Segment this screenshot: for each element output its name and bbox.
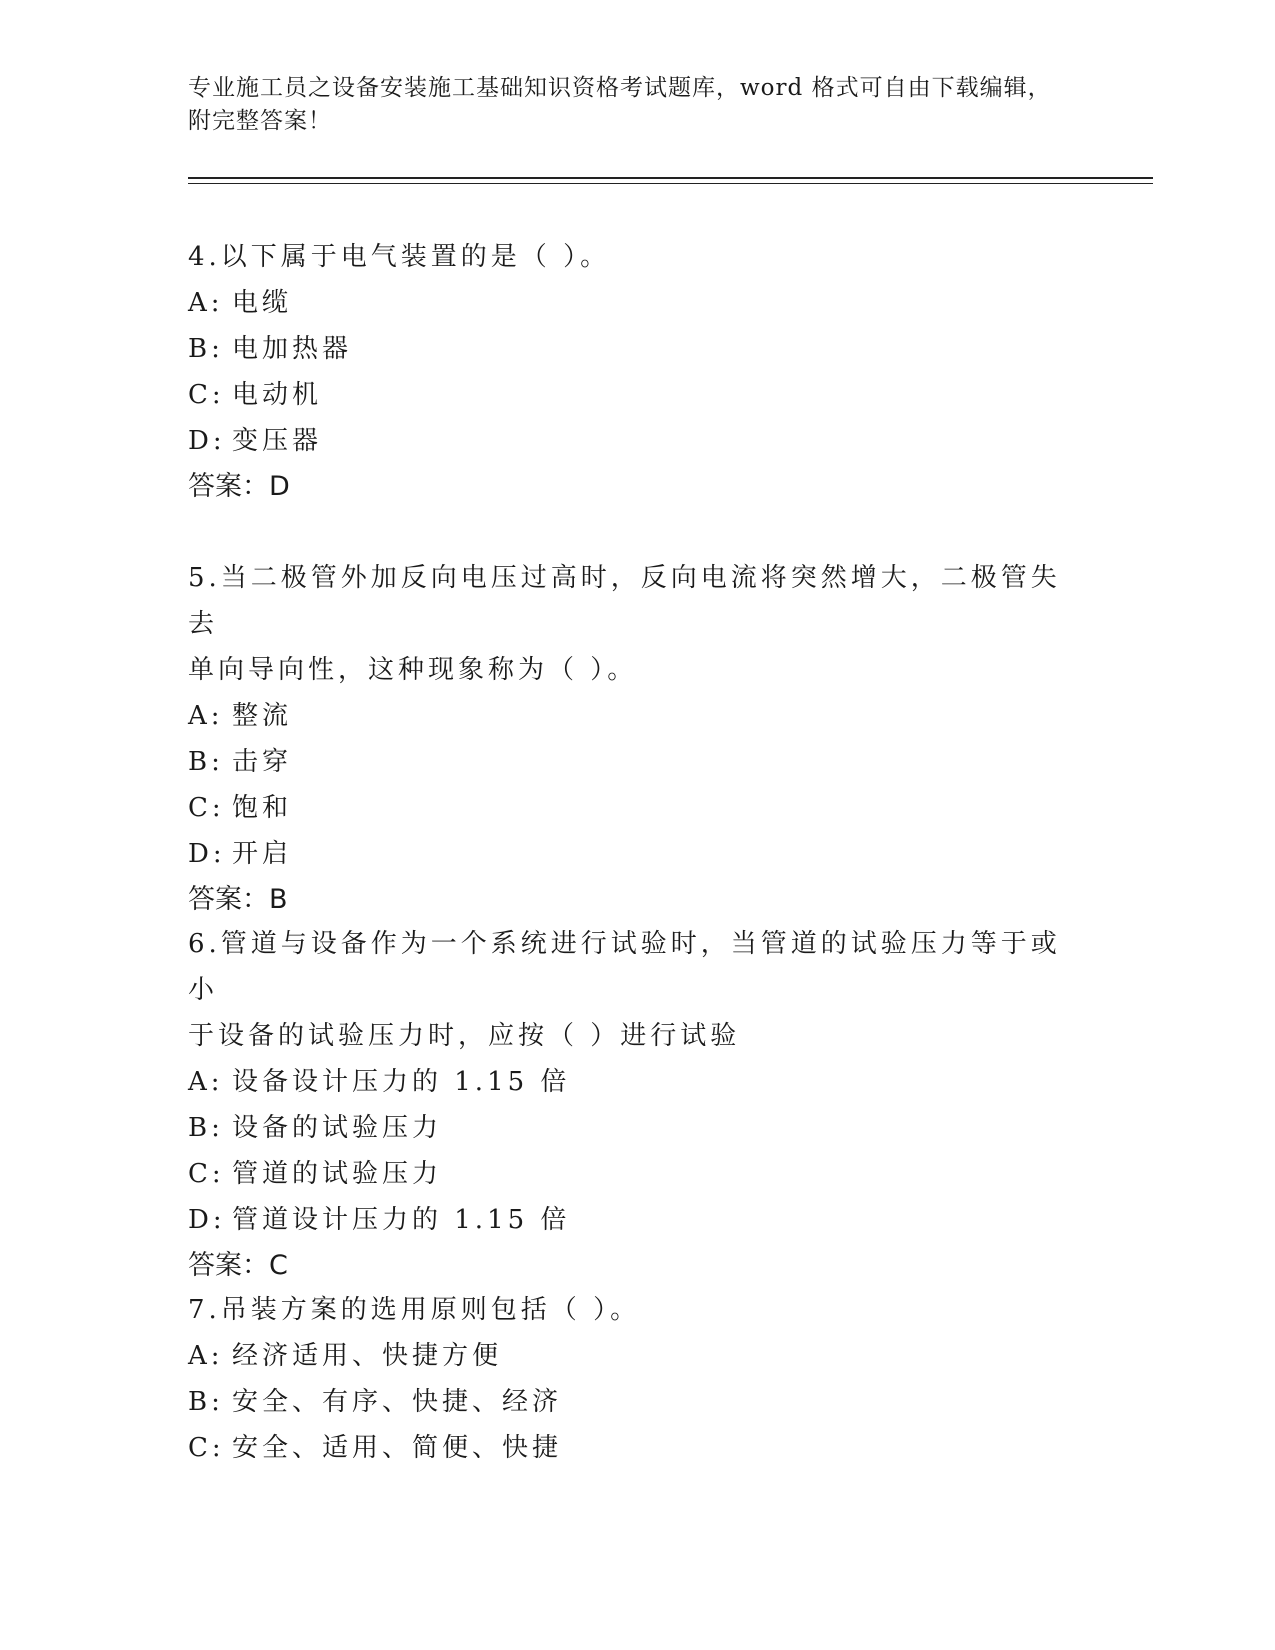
answer-line: 答案：C — [188, 1250, 288, 1281]
option-letter: B: — [188, 1387, 224, 1417]
option-letter: A: — [188, 1067, 224, 1097]
question-stem-continued: 于设备的试验压力时，应按（ ）进行试验 — [188, 1021, 741, 1051]
option-c — [188, 1425, 1068, 1471]
option-letter: A: — [188, 1341, 224, 1371]
option-a — [188, 693, 1068, 739]
question-stem: 4.以下属于电气装置的是（ ）。 — [188, 242, 611, 272]
answer-line: 答案：B — [188, 884, 288, 915]
option-text: 设备的试验压力 — [232, 1113, 443, 1143]
option-letter: C: — [188, 380, 225, 410]
option-letter: B: — [188, 1113, 224, 1143]
question-4 — [188, 234, 1068, 510]
option-text: 安全、有序、快捷、经济 — [232, 1387, 563, 1417]
option-text: 变压器 — [232, 426, 323, 456]
question-7 — [188, 1287, 1068, 1471]
question-stem: 7.吊装方案的选用原则包括（ ）。 — [188, 1295, 641, 1325]
option-text: 经济适用、快捷方便 — [232, 1341, 503, 1371]
option-a — [188, 280, 1068, 326]
option-letter: C: — [188, 793, 225, 823]
option-d — [188, 418, 1068, 464]
option-text: 饱和 — [232, 793, 293, 823]
option-d — [188, 831, 1068, 877]
option-b — [188, 1379, 1068, 1425]
question-stem: 5.当二极管外加反向电压过高时，反向电流将突然增大，二极管失去 — [188, 563, 1061, 639]
option-letter: B: — [188, 334, 224, 364]
option-text: 管道设计压力的 1.15 倍 — [232, 1205, 571, 1235]
option-c — [188, 372, 1068, 418]
option-c — [188, 785, 1068, 831]
option-text: 击穿 — [232, 747, 293, 777]
option-letter: D: — [188, 426, 226, 456]
answer-line: 答案：D — [188, 471, 290, 502]
option-letter: A: — [188, 288, 224, 318]
option-text: 开启 — [232, 839, 293, 869]
option-letter: B: — [188, 747, 224, 777]
question-stem: 6.管道与设备作为一个系统进行试验时，当管道的试验压力等于或小 — [188, 929, 1061, 1005]
option-letter: C: — [188, 1433, 225, 1463]
header-line-1: 专业施工员之设备安装施工基础知识资格考试题库，word 格式可自由下载编辑， — [188, 75, 1052, 101]
option-d — [188, 1197, 1068, 1243]
option-letter: D: — [188, 1205, 226, 1235]
option-c — [188, 1151, 1068, 1197]
option-text: 电动机 — [232, 380, 323, 410]
header-line-2: 附完整答案！ — [188, 108, 332, 134]
header-divider-thick — [188, 177, 1153, 179]
option-b — [188, 326, 1068, 372]
option-letter: D: — [188, 839, 226, 869]
question-5 — [188, 555, 1068, 923]
option-b — [188, 739, 1068, 785]
option-text: 电缆 — [232, 288, 293, 318]
question-6 — [188, 921, 1068, 1289]
header-divider-thin — [188, 183, 1153, 184]
option-letter: C: — [188, 1159, 225, 1189]
document-header — [188, 72, 1068, 138]
option-text: 整流 — [232, 701, 293, 731]
option-text: 管道的试验压力 — [232, 1159, 443, 1189]
option-a — [188, 1333, 1068, 1379]
option-text: 设备设计压力的 1.15 倍 — [232, 1067, 571, 1097]
option-a — [188, 1059, 1068, 1105]
option-letter: A: — [188, 701, 224, 731]
option-text: 安全、适用、简便、快捷 — [232, 1433, 563, 1463]
option-b — [188, 1105, 1068, 1151]
question-stem-continued: 单向导向性，这种现象称为（ ）。 — [188, 655, 638, 685]
option-text: 电加热器 — [232, 334, 353, 364]
